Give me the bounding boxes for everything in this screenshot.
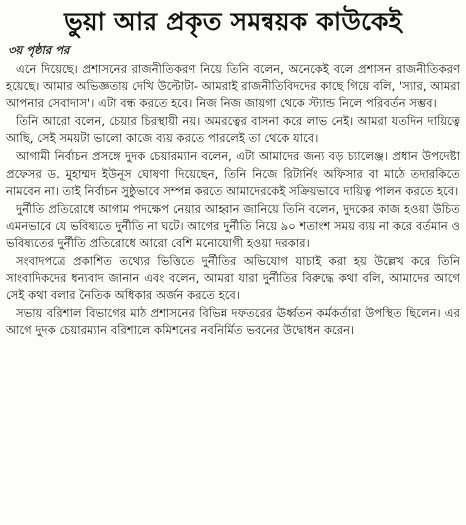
paragraph-1: এনে দিয়েছে। প্রশাসনের রাজনীতিকরণ নিয়ে তিনি বলেন, অনেকেই বলে প্রশাসন রাজনীতিকরণ হয়েছে। আমার অভিজ্ঞতায় দেখি উল্টোটা- আমরাই রাজনীতিবিদদের কাছে গিয়ে বলি, 'স্যার, আমরা আপনার সেবাদাস'। এটা বন্ধ করতে হবে। নিজ নিজ জায়গা থেকে স্ট্যান্ড নিলে পরিবর্তন সম্ভব। [6, 62, 460, 111]
paragraph-5: সংবাদপত্রে প্রকাশিত তথ্যের ভিত্তিতে দুর্নীতির অভিযোগ যাচাই করা হয় উল্লেখ করে তিনি সাংবাদিকদের ধন্যবাদ জানান এবং বলেন, আমরা যারা দুর্নীতির বিরুদ্ধে কথা বলি, আমাদের আগে সেই কথা বলার নৈতিক অধিকার অর্জন করতে হবে। [6, 254, 460, 303]
paragraph-4: দুর্নীতি প্রতিরোধে আগাম পদক্ষেপ নেয়ার আহ্বান জানিয়ে তিনি বলেন, দুদকের কাজ হওয়া উচিত এমনভাবে যে ভবিষ্যতে দুর্নীতি না ঘটে। আগের দুর্নীতি নিয়ে ৯০ শতাংশ সময় ব্যয় না করে বর্তমান ও ভবিষ্যতের দুর্নীতি প্রতিরোধে আরো বেশি মনোযোগী হওয়া দরকার। [6, 201, 460, 250]
paragraph-6: সভায় বরিশাল বিভাগের মাঠ প্রশাসনের বিভিন্ন দফতরের ঊর্ধ্বতন কর্মকর্তারা উপস্থিত ছিলেন। এর আগে দুদক চেয়ারম্যান বরিশালে কমিশনের নবনির্মিত ভবনের উদ্বোধন করেন। [6, 306, 460, 338]
headline: ভুয়া আর প্রকৃত সমন্বয়ক কাউকেই [64, 7, 402, 36]
paragraph-3: আগামী নির্বাচন প্রসঙ্গে দুদক চেয়ারম্যান বলেন, এটা আমাদের জন্য বড় চ্যালেঞ্জ। প্রধান উপদেষ্টা প্রফেসর ড. মুহাম্মদ ইউনূস ঘোষণা দিয়েছেন, তিনি নিজে রিটার্নিং অফিসার বা মাঠে তদারকিতে নামবেন না। তাই নির্বাচন সুষ্ঠুভাবে সম্পন্ন করতে আমাদেরকেই সক্রিয়ভাবে দায়িত্ব পালন করতে হবে। [6, 149, 460, 198]
article-body [6, 61, 460, 340]
paragraph-2: তিনি আরো বলেন, চেয়ার চিরস্থায়ী নয়। অমরত্বের বাসনা করে লাভ নেই। আমরা যতদিন দায়িত্বে আছি, সেই সময়টা ভালো কাজে ব্যয় করতে পারলেই তা থেকে যাবে। [6, 114, 460, 146]
continued-from-label: ৩য় পৃষ্ঠার পর [8, 43, 70, 57]
